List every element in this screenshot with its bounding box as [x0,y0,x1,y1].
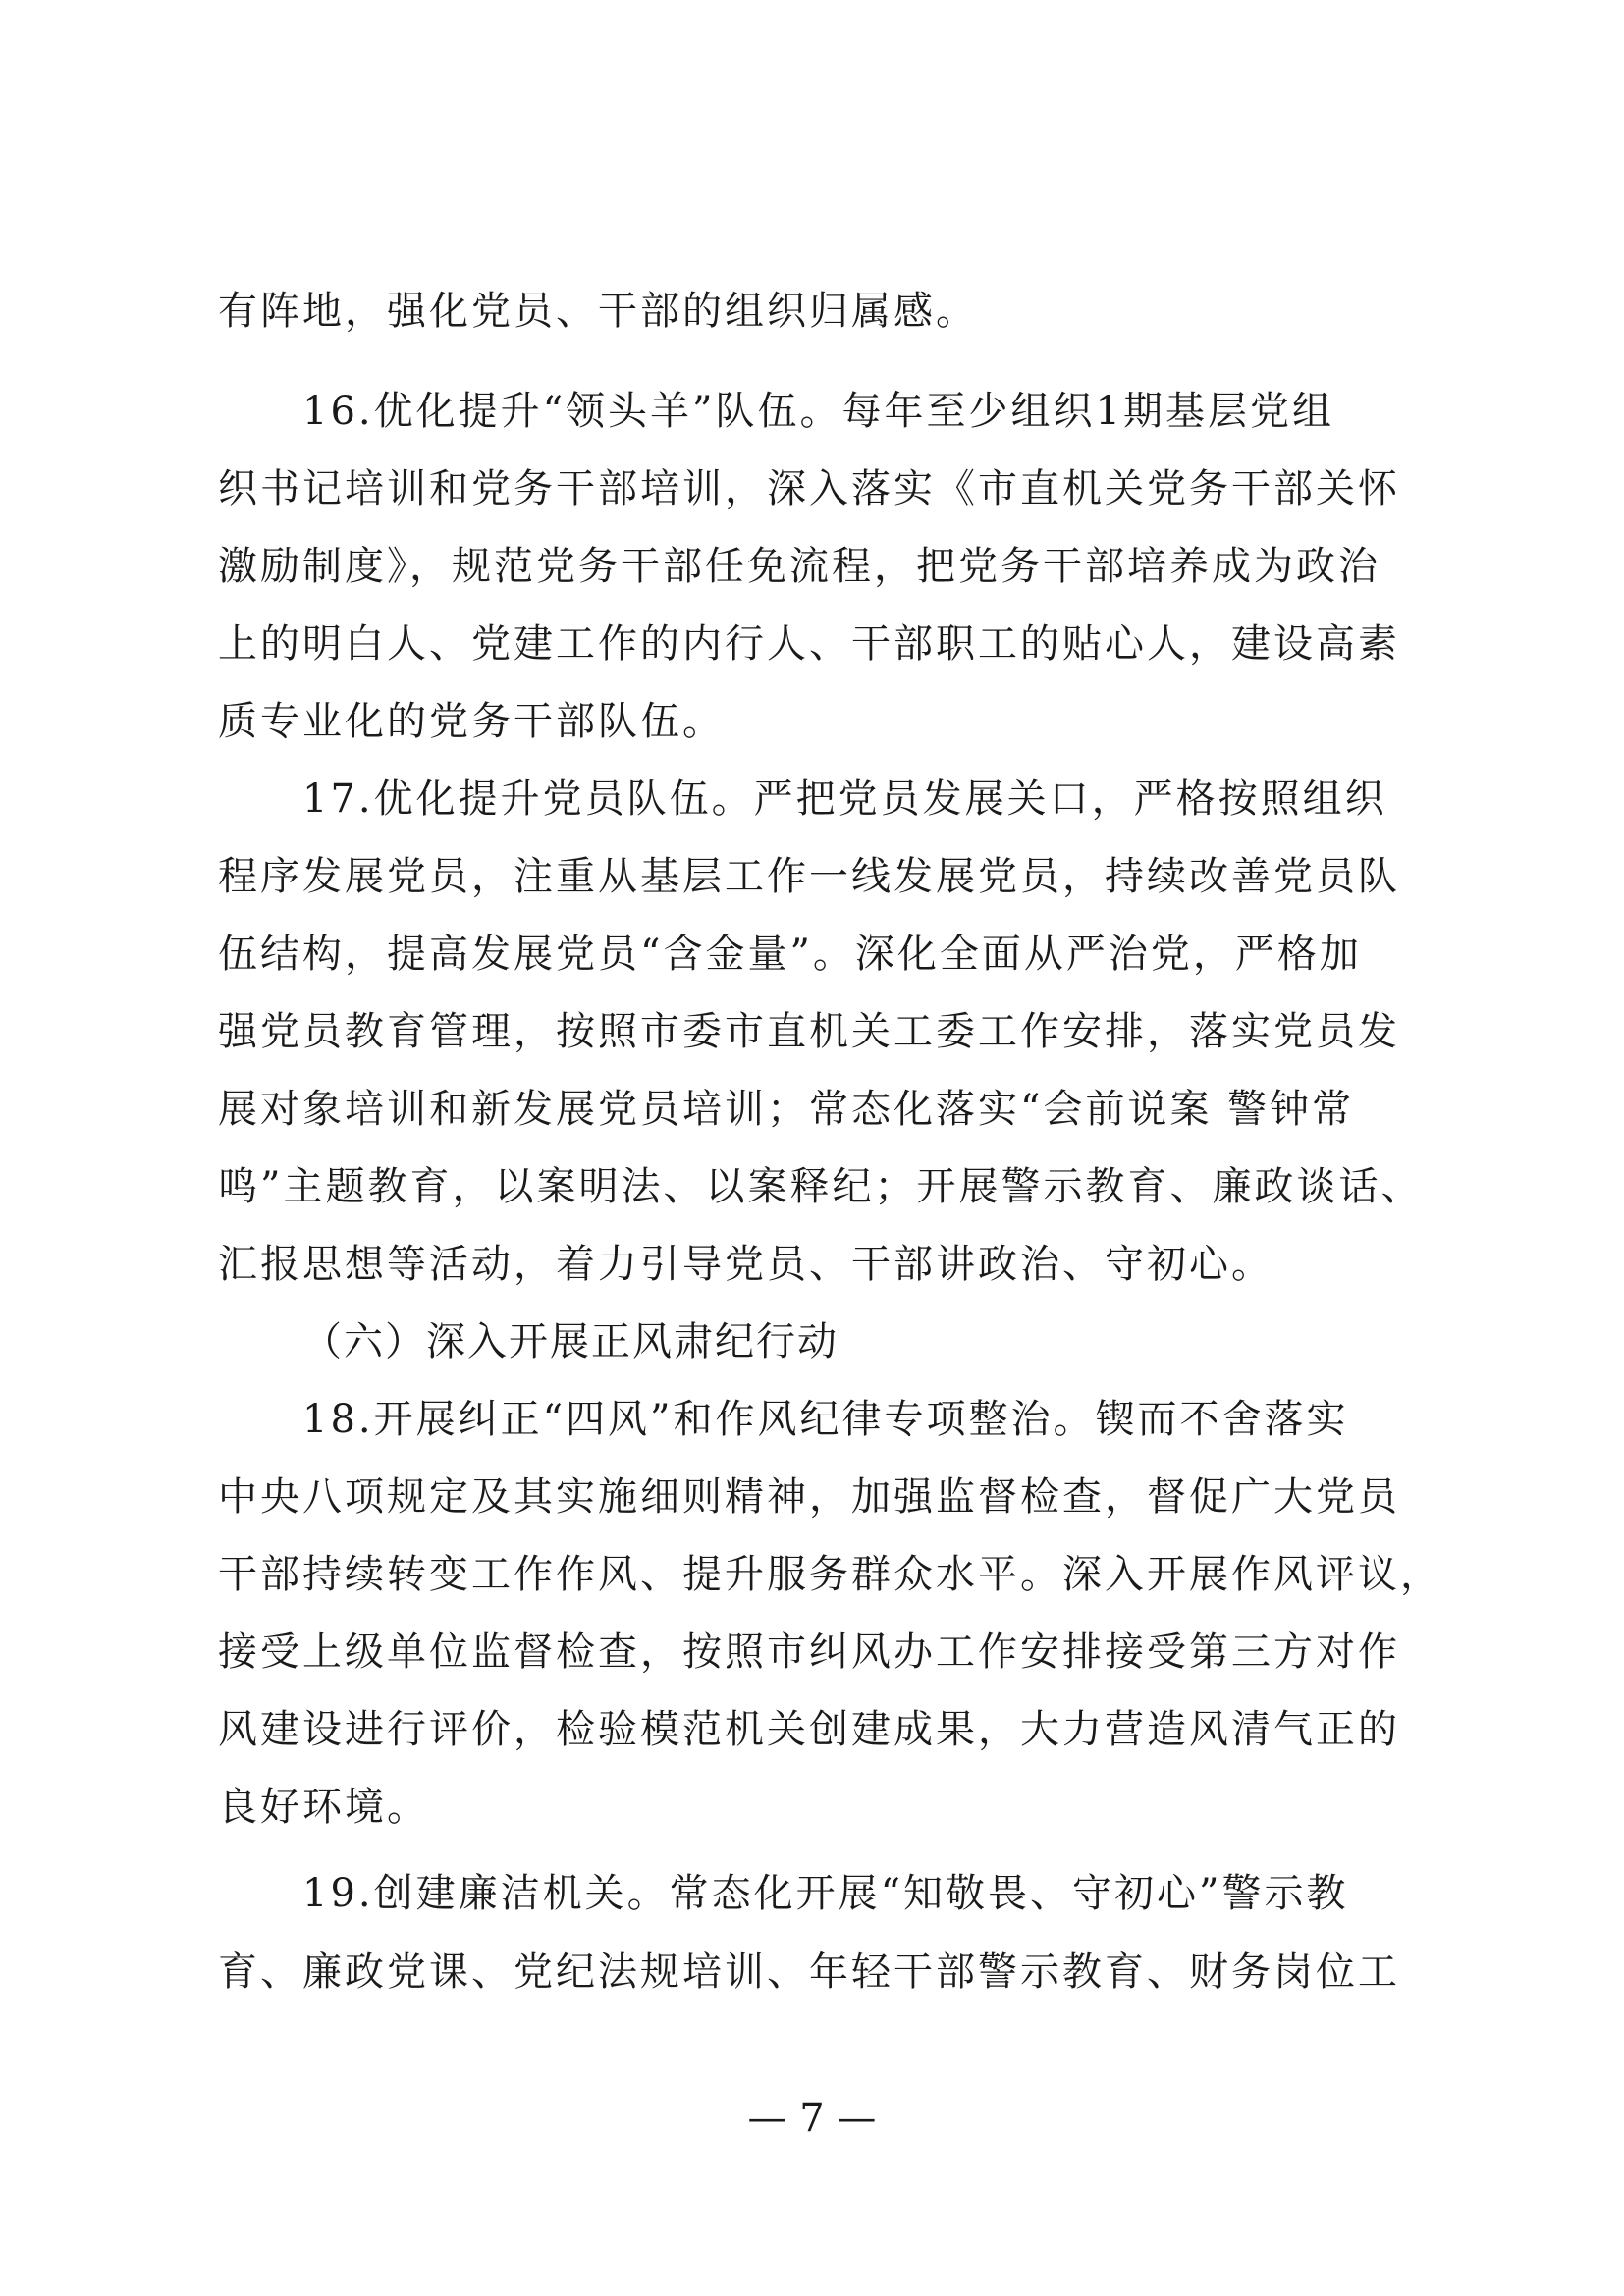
text-line: 激励制度》，规范党务干部任免流程，把党务干部培养成为政治 [218,544,1380,589]
text-line: 上的明白人、党建工作的内行人、干部职工的贴心人，建设高素 [218,621,1400,667]
text-line: 16.优化提升“领头羊”队伍。每年至少组织1期基层党组 [302,389,1334,434]
text-line: 质专业化的党务干部队伍。 [218,699,725,744]
text-line: 伍结构，提高发展党员“含金量”。深化全面从严治党，严格加 [218,932,1362,977]
text-line: 接受上级单位监督检查，按照市纠风办工作安排接受第三方对作 [218,1629,1400,1675]
text-line: 鸣”主题教育，以案明法、以案释纪；开展警示教育、廉政谈话、 [218,1164,1424,1209]
text-line: 汇报思想等活动，着力引导党员、干部讲政治、守初心。 [218,1242,1273,1287]
section-heading: （六）深入开展正风肃纪行动 [302,1319,839,1364]
text-line: 中央八项规定及其实施细则精神，加强监督检查，督促广大党员 [218,1474,1400,1520]
text-line: 干部持续转变工作作风、提升服务群众水平。深入开展作风评议， [218,1552,1442,1597]
text-line: 强党员教育管理，按照市委市直机关工委工作安排，落实党员发 [218,1009,1400,1054]
text-line: 18.开展纠正“四风”和作风纪律专项整治。锲而不舍落实 [302,1397,1349,1442]
text-line: 17.优化提升党员队伍。严把党员发展关口，严格按照组织 [302,776,1387,822]
text-line: 展对象培训和新发展党员培训；常态化落实“会前说案 警钟常 [218,1087,1355,1132]
text-line: 程序发展党员，注重从基层工作一线发展党员，持续改善党员队 [218,854,1400,899]
text-line: 风建设进行评价，检验模范机关创建成果，大力营造风清气正的 [218,1707,1400,1752]
text-line: 良好环境。 [218,1785,429,1830]
text-line: 有阵地，强化党员、干部的组织归属感。 [218,289,978,334]
text-line: 织书记培训和党务干部培训，深入落实《市直机关党务干部关怀 [218,466,1400,511]
text-line: 19.创建廉洁机关。常态化开展“知敬畏、守初心”警示教 [302,1871,1349,1916]
page-number: — 7 — [747,2096,877,2141]
text-line: 育、廉政党课、党纪法规培训、年轻干部警示教育、财务岗位工 [218,1949,1400,1995]
